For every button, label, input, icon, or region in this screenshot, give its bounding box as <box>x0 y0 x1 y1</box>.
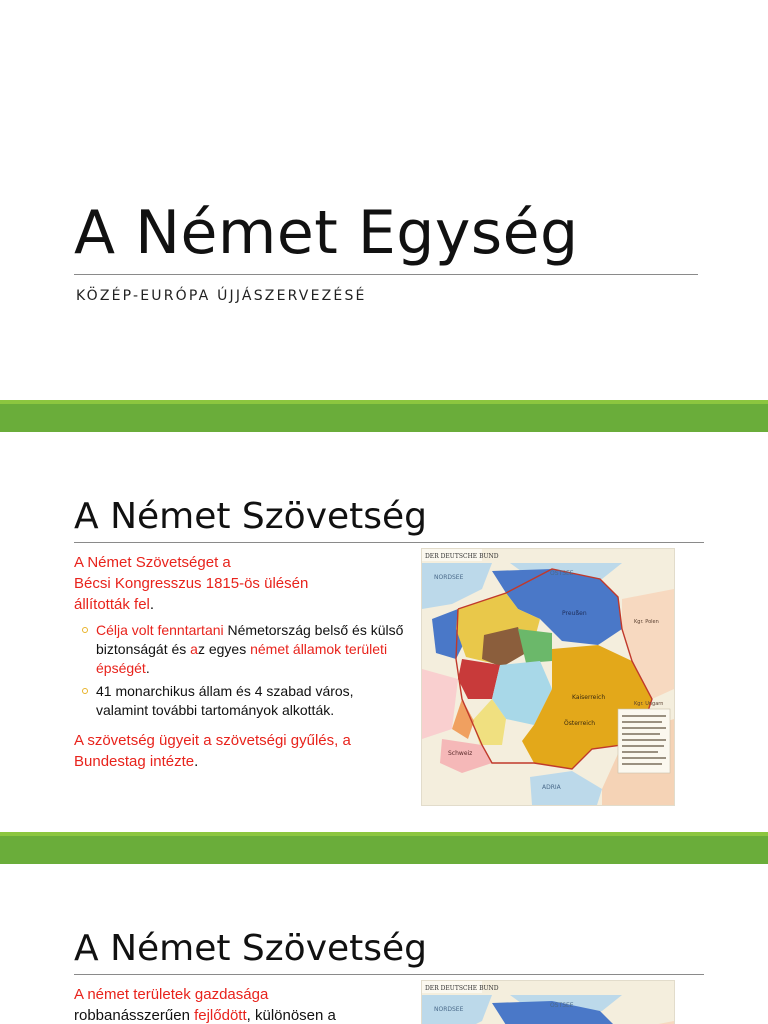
bullet-circle-icon <box>82 688 88 694</box>
text-run: A Német Szövetséget a <box>74 554 231 571</box>
slide-nemet-szovetseg-2 <box>0 864 768 1024</box>
slide-nemet-szovetseg <box>0 432 768 832</box>
map-label: NORDSEE <box>434 1006 464 1013</box>
subtitle: KÖZÉP-EURÓPA ÚJJÁSZERVEZÉSÉ <box>76 288 367 304</box>
title-divider <box>74 542 704 543</box>
text-run: A szövetség ügyeit a szövetségi gyűlés, a Bundestag intézte <box>74 732 351 770</box>
map-heading: DER DEUTSCHE BUND <box>425 985 499 992</box>
main-title: A Német Egység <box>74 198 579 268</box>
map-label: Preußen <box>562 610 587 617</box>
slide-body <box>74 552 404 778</box>
map-image <box>421 980 675 1024</box>
text-run: . <box>194 753 199 770</box>
german-confederation-map <box>422 549 674 805</box>
text-run: Németország belső és külső biztonságát és <box>96 622 404 657</box>
text-run: robbanásszerűen <box>74 1007 195 1024</box>
paragraph-economy <box>74 984 394 1024</box>
text-run: . <box>145 660 150 676</box>
text-run: Célja volt fenntartani <box>96 622 224 638</box>
slide-separator <box>0 832 768 864</box>
text-run: állították fel <box>74 596 150 613</box>
slide-title: A Német Szövetség <box>74 496 428 537</box>
bullet-circle-icon <box>82 627 88 633</box>
map-label: NORDSEE <box>434 574 464 581</box>
map-heading: DER DEUTSCHE BUND <box>425 553 499 560</box>
paragraph-bundestag <box>74 730 404 772</box>
map-label: Kgr. Ungarn <box>634 701 664 707</box>
title-divider <box>74 974 704 975</box>
text-run: 41 monarchikus állam és 4 szabad város, valamint további tartományok alkották. <box>96 683 354 718</box>
map-label: ADRIA <box>542 784 561 791</box>
text-run: a <box>190 641 198 657</box>
text-run: z egyes <box>197 641 251 657</box>
map-label: OSTSEE <box>550 570 574 577</box>
map-label: OSTSEE <box>550 1002 574 1009</box>
bullet-item <box>78 621 404 678</box>
slide-title: A Német Szövetség <box>74 928 428 969</box>
german-confederation-map <box>422 981 674 1024</box>
title-slide <box>0 0 768 400</box>
map-label: Kaiserreich <box>572 694 606 701</box>
map-label: Österreich <box>564 720 596 727</box>
text-run: német államok területi épségét <box>96 641 388 676</box>
map-label: Schweiz <box>448 750 473 757</box>
map-image <box>421 548 675 806</box>
text-run: Bécsi Kongresszus 1815-ös ülésén <box>74 575 309 592</box>
slide-separator <box>0 400 768 432</box>
slide-body <box>74 984 394 1024</box>
title-divider <box>74 274 698 275</box>
text-run: , különösen a <box>246 1007 336 1024</box>
text-run: . <box>149 596 155 613</box>
text-run: fejlődött <box>194 1007 247 1024</box>
bullet-item <box>78 682 404 720</box>
map-label: Kgr. Polen <box>634 619 659 625</box>
paragraph-intro <box>74 552 404 615</box>
text-run: A német területek gazdasága <box>74 986 269 1003</box>
